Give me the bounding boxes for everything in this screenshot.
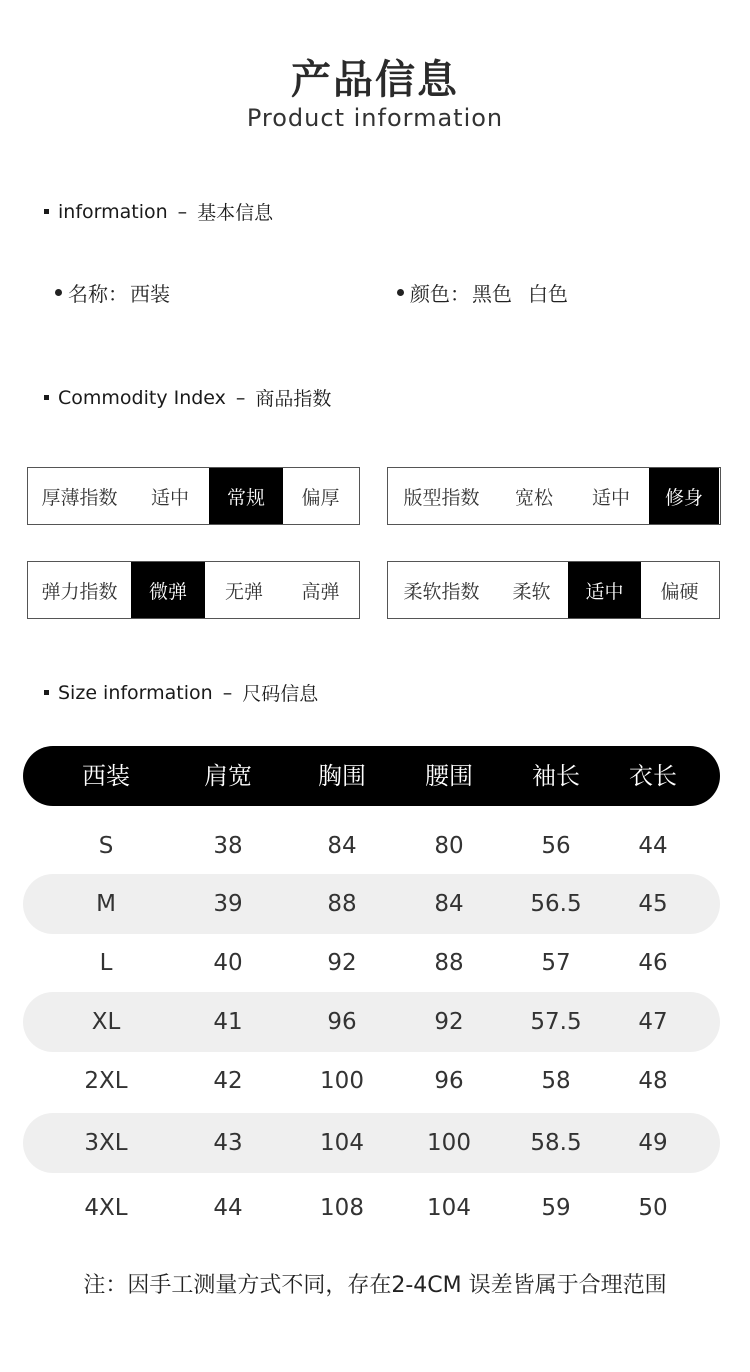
column-header: 袖长: [532, 762, 580, 790]
section-heading-cn: 商品指数: [255, 388, 332, 410]
table-cell: 39: [213, 891, 243, 917]
dot-bullet-icon: [397, 289, 404, 296]
table-cell: 2XL: [84, 1068, 128, 1094]
table-cell: 47: [638, 1009, 668, 1035]
table-cell: 58.5: [530, 1130, 582, 1156]
table-cell: 56.5: [530, 891, 582, 917]
square-bullet-icon: [44, 395, 49, 400]
table-cell: 104: [427, 1195, 471, 1221]
table-cell: 44: [213, 1195, 243, 1221]
square-bullet-icon: [44, 209, 49, 214]
section-heading-basic: [44, 198, 273, 225]
size-table-header: [23, 746, 720, 806]
table-cell: 56: [541, 833, 571, 859]
color-value-black: 黑色: [472, 282, 512, 306]
table-cell: 48: [638, 1068, 668, 1094]
table-cell: 84: [327, 833, 357, 859]
table-cell: 41: [213, 1009, 243, 1035]
column-header: 肩宽: [204, 762, 252, 790]
table-cell: 46: [638, 950, 668, 976]
table-cell: 3XL: [84, 1130, 128, 1156]
index-label: 版型指数: [403, 486, 480, 509]
column-header: 衣长: [629, 762, 677, 790]
index-elasticity: [27, 561, 360, 619]
table-cell: L: [99, 950, 113, 976]
table-cell: 92: [327, 950, 357, 976]
table-row: [23, 1051, 720, 1111]
index-option: 无弹: [224, 580, 263, 603]
table-cell: 84: [434, 891, 464, 917]
page-subtitle: Product information: [246, 104, 504, 132]
table-cell: 57: [541, 950, 571, 976]
section-heading-commodity: [44, 384, 331, 411]
section-heading-size: [44, 679, 318, 706]
table-cell: 80: [434, 833, 464, 859]
column-header: 腰围: [425, 762, 473, 790]
table-cell: 49: [638, 1130, 668, 1156]
table-row: [23, 874, 720, 934]
column-header: 西装: [82, 762, 130, 790]
table-row: [23, 1178, 720, 1238]
index-softness: [387, 561, 720, 619]
table-row: [23, 992, 720, 1052]
dash-separator: –: [235, 386, 246, 409]
table-cell: 43: [213, 1130, 243, 1156]
index-option: 偏厚: [301, 486, 340, 509]
table-cell: 42: [213, 1068, 243, 1094]
section-heading-en: information: [58, 200, 168, 223]
table-row: [23, 816, 720, 876]
table-cell: 92: [434, 1009, 464, 1035]
section-heading-en: Size information: [58, 681, 213, 704]
page-title: 产品信息: [291, 57, 459, 103]
table-cell: 96: [434, 1068, 464, 1094]
index-option-selected: 适中: [568, 562, 641, 618]
index-label: 弹力指数: [41, 580, 118, 603]
table-cell: 88: [327, 891, 357, 917]
measurement-note: 注：因手工测量方式不同，存在2-4CM 误差皆属于合理范围: [83, 1273, 667, 1298]
color-label: 颜色：: [410, 282, 470, 306]
index-option: 适中: [591, 486, 630, 509]
index-thickness: [27, 467, 360, 525]
table-cell: 44: [638, 833, 668, 859]
table-cell: 45: [638, 891, 668, 917]
table-cell: 57.5: [530, 1009, 582, 1035]
table-cell: 96: [327, 1009, 357, 1035]
section-heading-cn: 基本信息: [197, 202, 274, 224]
table-cell: M: [96, 891, 116, 917]
table-cell: 40: [213, 950, 243, 976]
table-cell: S: [98, 833, 114, 859]
table-cell: 100: [320, 1068, 364, 1094]
index-option-selected: 微弹: [131, 562, 205, 618]
index-option: 适中: [150, 486, 189, 509]
table-cell: 50: [638, 1195, 668, 1221]
index-option: 宽松: [514, 486, 553, 509]
product-name-item: [55, 278, 170, 307]
table-cell: 108: [320, 1195, 364, 1221]
index-option: 偏硬: [660, 580, 699, 603]
column-header: 胸围: [318, 762, 366, 790]
table-cell: 58: [541, 1068, 571, 1094]
index-option: 高弹: [301, 580, 340, 603]
index-option-selected: 常规: [209, 468, 283, 524]
table-cell: 59: [541, 1195, 571, 1221]
table-cell: 100: [427, 1130, 471, 1156]
dash-separator: –: [177, 200, 188, 223]
table-cell: 88: [434, 950, 464, 976]
index-label: 厚薄指数: [41, 486, 118, 509]
section-heading-cn: 尺码信息: [242, 683, 319, 705]
dot-bullet-icon: [55, 289, 62, 296]
table-cell: XL: [91, 1009, 121, 1035]
index-option-selected: 修身: [649, 468, 719, 524]
product-color-item: [397, 278, 568, 307]
index-label: 柔软指数: [403, 580, 480, 603]
table-row: [23, 1113, 720, 1173]
table-row: [23, 933, 720, 993]
color-value-white: 白色: [528, 282, 568, 306]
table-cell: 38: [213, 833, 243, 859]
index-fit: [387, 467, 721, 525]
square-bullet-icon: [44, 690, 49, 695]
section-heading-en: Commodity Index: [58, 386, 226, 409]
dash-separator: –: [222, 681, 233, 704]
name-value: 西装: [130, 282, 170, 306]
table-cell: 4XL: [84, 1195, 128, 1221]
name-label: 名称：: [68, 282, 128, 306]
index-option: 柔软: [512, 580, 551, 603]
table-cell: 104: [320, 1130, 364, 1156]
